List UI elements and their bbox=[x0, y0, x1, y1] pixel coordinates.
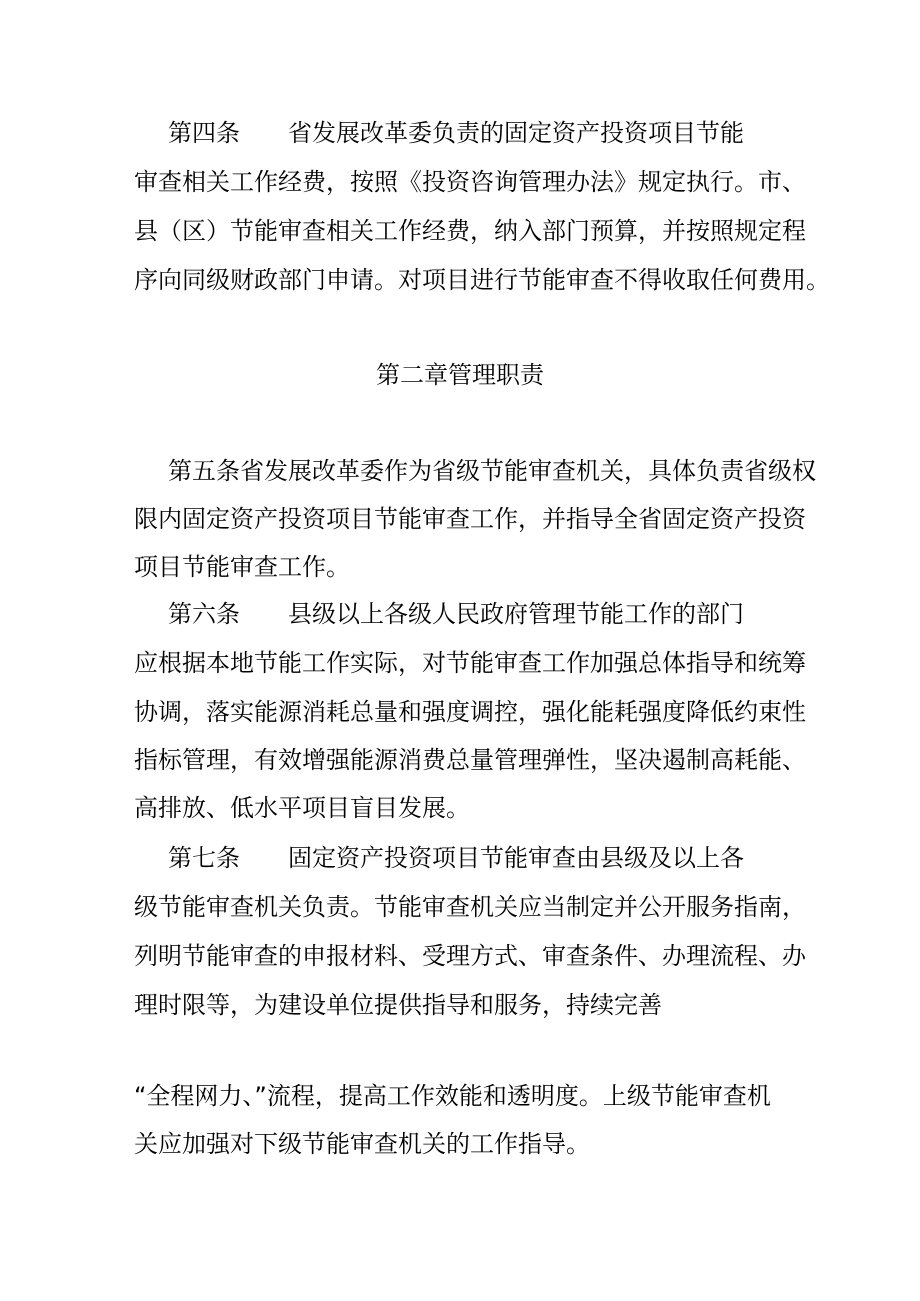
article-4-line-2: 审查相关工作经费，按照《投资咨询管理办法》规定执行。市、 bbox=[134, 168, 806, 196]
article-7-line-3: 列明节能审查的申报材料、受理方式、审查条件、办理流程、办 bbox=[134, 942, 806, 970]
article-6-line-5: 高排放、低水平项目盲目发展。 bbox=[134, 794, 470, 822]
article-7-line-2: 级节能审查机关负责。节能审查机关应当制定并公开服务指南， bbox=[134, 893, 806, 921]
article-6-line-2: 应根据本地节能工作实际，对节能审查工作加强总体指导和统筹 bbox=[134, 649, 806, 677]
article-6-line-4: 指标管理，有效增强能源消费总量管理弹性，坚决遏制高耗能、 bbox=[134, 746, 806, 774]
chapter-2-heading: 第二章管理职责 bbox=[376, 361, 544, 389]
article-4-line-4: 序向同级财政部门申请。对项目进行节能审查不得收取任何费用。 bbox=[134, 266, 830, 294]
article-6-line-1 bbox=[168, 599, 744, 629]
article-7-text-1: 固定资产投资项目节能审查由县级及以上各 bbox=[288, 844, 744, 872]
article-7-line-5: “全程网力、”流程，提高工作效能和透明度。上级节能审查机 bbox=[134, 1082, 771, 1110]
article-4-number: 第四条 bbox=[168, 119, 240, 147]
article-7-line-6: 关应加强对下级节能审查机关的工作指导。 bbox=[134, 1130, 590, 1158]
article-6-number: 第六条 bbox=[168, 600, 240, 628]
article-5-line-2: 限内固定资产投资项目节能审查工作，并指导全省固定资产投资 bbox=[134, 505, 806, 533]
article-4-text-1: 省发展改革委负责的固定资产投资项目节能 bbox=[288, 119, 744, 147]
article-4-line-1 bbox=[168, 118, 744, 148]
article-6-text-1: 县级以上各级人民政府管理节能工作的部门 bbox=[288, 600, 744, 628]
article-4-line-3: 县（区）节能审查相关工作经费，纳入部门预算，并按照规定程 bbox=[134, 217, 806, 245]
article-7-number: 第七条 bbox=[168, 844, 240, 872]
article-6-line-3: 协调，落实能源消耗总量和强度调控，强化能耗强度降低约束性 bbox=[134, 698, 806, 726]
article-7-line-1 bbox=[168, 843, 744, 873]
article-5-line-3: 项目节能审查工作。 bbox=[134, 553, 350, 581]
article-5-line-1: 第五条省发展改革委作为省级节能审查机关，具体负责省级权 bbox=[168, 457, 816, 485]
article-7-line-4: 理时限等，为建设单位提供指导和服务，持续完善 bbox=[134, 991, 662, 1019]
